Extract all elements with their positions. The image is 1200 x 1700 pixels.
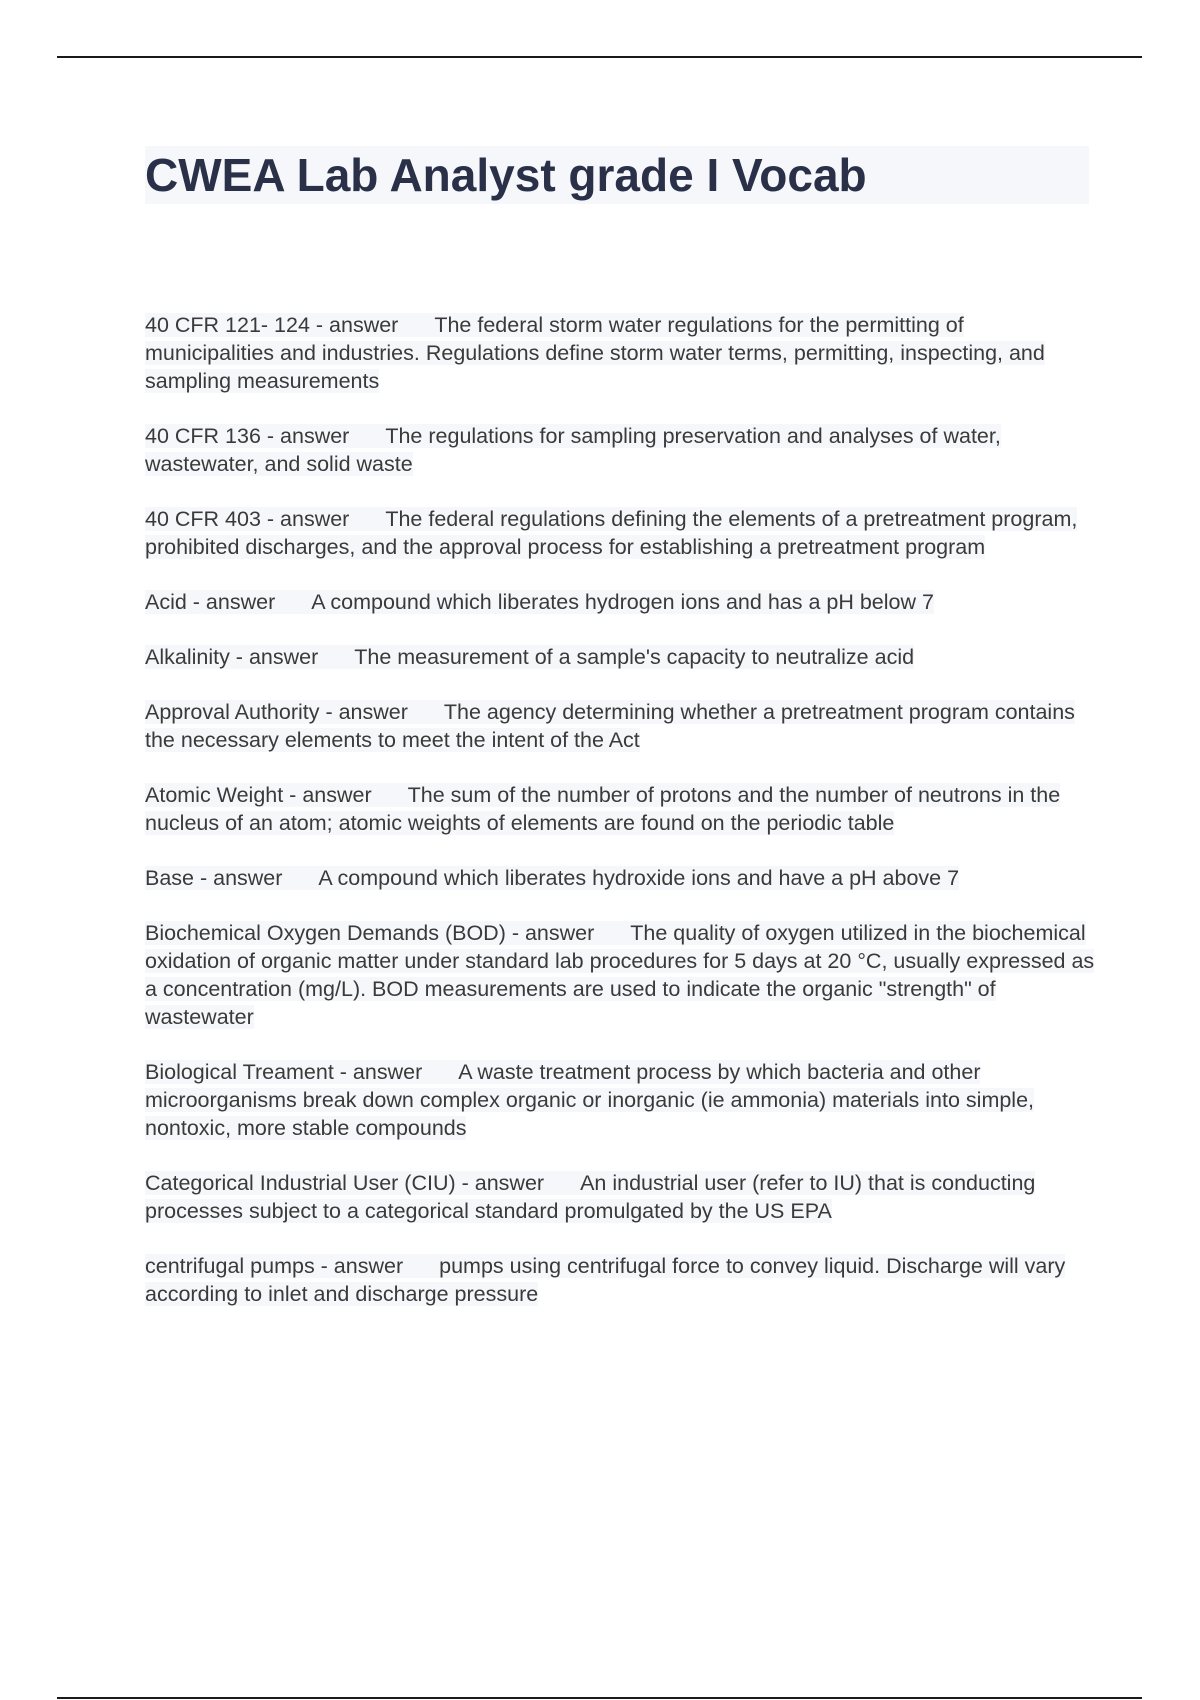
vocab-term: 40 CFR 403 - answer [145,507,350,531]
vocab-definition: The agency determining whether a pretreatment program contains the necessary elements to meet the intent of the Act [145,700,1075,752]
document-title: CWEA Lab Analyst grade I Vocab [145,146,1089,204]
vocab-definition: The federal storm water regulations for the permitting of municipalities and industries. Regulations define storm water terms, permitting, inspecting, and sampling measurements [145,313,1045,393]
vocab-entry [145,311,1095,395]
vocab-term: Atomic Weight - answer [145,783,372,807]
vocab-term: Approval Authority - answer [145,700,408,724]
vocab-definition: The regulations for sampling preservation and analyses of water, wastewater, and solid waste [145,424,1001,476]
footer-rule [57,1697,1142,1699]
vocab-entry [145,422,1095,478]
vocab-definition: pumps using centrifugal force to convey liquid. Discharge will vary according to inlet and discharge pressure [145,1254,1066,1306]
vocab-entry [145,1252,1095,1308]
vocab-term: 40 CFR 136 - answer [145,424,350,448]
vocab-entry [145,643,1095,671]
vocab-entry [145,698,1095,754]
vocab-term: Categorical Industrial User (CIU) - answer [145,1171,545,1195]
vocab-entry [145,1169,1095,1225]
vocab-definition: The sum of the number of protons and the number of neutrons in the nucleus of an atom; atomic weights of elements are found on the periodic table [145,783,1061,835]
vocab-definition: A compound which liberates hydroxide ions and have a pH above 7 [318,866,960,890]
vocab-definition: The quality of oxygen utilized in the biochemical oxidation of organic matter under standard lab procedures for 5 days at 20 °C, usually expressed as a concentration (mg/L). BOD measurements are used to indicate the organic "strength" of wastewater [145,921,1095,1029]
vocab-list [145,311,1095,1335]
vocab-term: 40 CFR 121- 124 - answer [145,313,399,337]
vocab-term: Acid - answer [145,590,276,614]
header-rule [57,56,1142,58]
vocab-entry [145,1058,1095,1142]
vocab-definition: The measurement of a sample's capacity to neutralize acid [354,645,915,669]
vocab-term: Base - answer [145,866,283,890]
vocab-entry [145,588,1095,616]
vocab-term: Alkalinity - answer [145,645,319,669]
vocab-term: centrifugal pumps - answer [145,1254,404,1278]
vocab-entry [145,781,1095,837]
vocab-definition: A compound which liberates hydrogen ions and has a pH below 7 [311,590,934,614]
vocab-entry [145,505,1095,561]
vocab-definition: A waste treatment process by which bacteria and other microorganisms break down complex organic or inorganic (ie ammonia) materials into simple, nontoxic, more stable compounds [145,1060,1035,1140]
vocab-term: Biochemical Oxygen Demands (BOD) - answer [145,921,595,945]
vocab-definition: An industrial user (refer to IU) that is conducting processes subject to a categorical standard promulgated by the US EPA [145,1171,1036,1223]
vocab-entry [145,919,1095,1031]
vocab-term: Biological Treament - answer [145,1060,423,1084]
vocab-entry [145,864,1095,892]
vocab-definition: The federal regulations defining the elements of a pretreatment program, prohibited discharges, and the approval process for establishing a pretreatment program [145,507,1078,559]
